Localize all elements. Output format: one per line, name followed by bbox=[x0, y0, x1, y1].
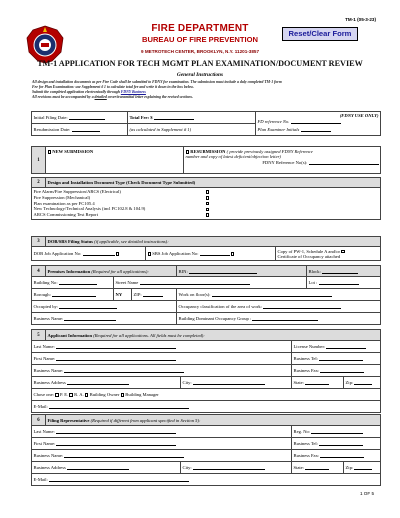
sbs-job-application-field[interactable]: SBS Job Application No: bbox=[146, 247, 276, 261]
section-1-submission-type bbox=[31, 146, 381, 174]
rep-business-address-field[interactable]: Business Address bbox=[32, 462, 181, 474]
rep-last-name-field[interactable]: Last Name: bbox=[32, 426, 292, 438]
building-manager-checkbox[interactable] bbox=[121, 393, 125, 397]
reg-no-field[interactable]: Reg. No: bbox=[292, 426, 381, 438]
dominant-occupancy-group-field[interactable]: Building Dominant Occupancy Group : bbox=[177, 313, 381, 325]
dob-checkbox[interactable] bbox=[116, 252, 120, 256]
section-5-title: Applicant Information (Required for all applications. All fields must be completed): bbox=[46, 330, 381, 341]
ra-checkbox[interactable] bbox=[69, 393, 73, 397]
work-on-floors-field[interactable]: Work on floor(s): bbox=[177, 289, 381, 301]
rep-business-name-field[interactable]: Business Name: bbox=[32, 450, 292, 462]
occupancy-classification-field[interactable]: Occupancy classification of the area of work: bbox=[177, 301, 381, 313]
street-name-field[interactable]: Street Name bbox=[114, 277, 307, 289]
rep-state-field[interactable]: State: bbox=[292, 462, 344, 474]
pw1-checkbox[interactable] bbox=[231, 252, 235, 256]
zip-field[interactable]: ZIP: bbox=[132, 289, 177, 301]
applicant-zip-field[interactable]: Zip: bbox=[344, 377, 381, 389]
general-instructions-heading: General Instructions bbox=[176, 72, 224, 78]
state-ny: NY bbox=[114, 289, 132, 301]
section-4-title: Premises Information (Required for all applications): bbox=[46, 266, 177, 277]
section-number: 3 bbox=[32, 237, 46, 247]
form-number: TM-1 (05-3-23) bbox=[345, 17, 376, 22]
resubmission-date-field[interactable]: Resubmission Date: bbox=[32, 124, 128, 136]
section-number: 4 bbox=[32, 266, 46, 277]
resubmission-option[interactable]: RESUBMISSION ( provide previously assigned FDNY Reference number and copy of latest deficient/objection letter) FDNY Reference No(s): bbox=[184, 147, 381, 174]
pw1-co-attached: Copy of PW-1, Schedule A and/or Certificate of Occupancy attached bbox=[276, 247, 381, 261]
rep-email-field[interactable]: E-Mail: bbox=[32, 474, 381, 486]
section-4-premises-info bbox=[31, 265, 381, 325]
borough-field[interactable]: Borough: bbox=[32, 289, 114, 301]
section-6-filing-representative bbox=[31, 414, 381, 486]
instruction-line-1: All design and installation documents as per Fire Code shall be submitted to FDNY for examination. The submission must include a duly completed TM-1 form bbox=[32, 80, 282, 84]
form-title: TM-1 APPLICATION FOR TECH MGMT PLAN EXAMINATION/DOCUMENT REVIEW bbox=[37, 59, 363, 68]
rep-business-tel-field[interactable]: Business Tel: bbox=[292, 438, 381, 450]
section-6-title: Filing Representative (Required if different from applicant specified in Section 5): bbox=[46, 415, 381, 426]
applicant-first-name-field[interactable]: First Name: bbox=[32, 353, 292, 365]
fee-note: (as calculated in Supplement # 1) bbox=[128, 124, 256, 136]
section-5-applicant-info bbox=[31, 329, 381, 413]
section-3-title: DOB/SBS Filing Status (if applicable, see detailed instructions): bbox=[46, 237, 381, 247]
applicant-state-field[interactable]: State: bbox=[292, 377, 344, 389]
section-2-document-type bbox=[31, 177, 381, 220]
rep-business-fax-field[interactable]: Business Fax: bbox=[292, 450, 381, 462]
business-tel-field[interactable]: Business Tel: bbox=[292, 353, 381, 365]
doc-type-mechanical[interactable]: Fire Suppression (Mechanical) bbox=[34, 195, 379, 201]
premises-business-name-field[interactable]: Business Name: bbox=[32, 313, 177, 325]
bin-field[interactable]: BIN: bbox=[177, 266, 307, 277]
license-number-field[interactable]: License Number: bbox=[292, 341, 381, 353]
section-2-title: Design and Installation Document Type (Check Document Type Submitted) bbox=[46, 178, 381, 188]
building-no-field[interactable]: Building No: bbox=[32, 277, 114, 289]
department-address: 9 METROTECH CENTER, BROOKLYN, N.Y. 11201-3857 bbox=[140, 49, 260, 54]
initial-filing-date-field[interactable]: Initial Filing Date: bbox=[32, 112, 128, 124]
section-number: 1 bbox=[32, 147, 46, 174]
doc-type-checkbox[interactable] bbox=[206, 190, 210, 194]
dob-job-application-field[interactable]: DOB Job Application No: bbox=[32, 247, 146, 261]
pe-checkbox[interactable] bbox=[55, 393, 59, 397]
rep-first-name-field[interactable]: First Name: bbox=[32, 438, 292, 450]
instruction-line-3: Submit the completed application electronically through FDNY Business bbox=[32, 90, 146, 94]
occupied-by-field[interactable]: Occupied by: bbox=[32, 301, 177, 313]
instruction-line-4: All revisions must be accompanied by a detailed cover/transmittal letter explaining the revised sections. bbox=[32, 95, 193, 99]
section-number: 6 bbox=[32, 415, 46, 426]
reset-clear-form-button[interactable]: Reset/Clear Form bbox=[282, 27, 358, 41]
doc-type-electrical[interactable]: Fire Alarm/Fire Suppression/ARCS (Electrical) bbox=[34, 189, 379, 195]
instruction-line-2: Fee for Plan Examination: use Supplement # 1 to calculate total fee and write it down in the box below. bbox=[32, 85, 194, 89]
building-owner-checkbox[interactable] bbox=[85, 393, 89, 397]
fee-and-filing-table bbox=[31, 111, 381, 136]
doc-type-arcs-test[interactable]: ARCS Commissioning Test Report bbox=[34, 212, 379, 218]
applicant-city-field[interactable]: City: bbox=[181, 377, 292, 389]
resubmission-checkbox[interactable] bbox=[186, 150, 190, 154]
new-submission-option[interactable]: NEW SUBMISSION bbox=[46, 147, 184, 174]
page-number: 1 OF 5 bbox=[359, 491, 374, 496]
applicant-last-name-field[interactable]: Last Name: bbox=[32, 341, 292, 353]
applicant-business-address-field[interactable]: Business Address bbox=[32, 377, 181, 389]
doc-type-checkbox[interactable] bbox=[206, 208, 210, 212]
applicant-business-name-field[interactable]: Business Name: bbox=[32, 365, 292, 377]
applicant-type-choice: Chose one: P. E. R. A. Building Owner Building Manager bbox=[32, 389, 381, 401]
applicant-email-field[interactable]: E-Mail: bbox=[32, 401, 381, 413]
section-number: 5 bbox=[32, 330, 46, 341]
sbs-checkbox[interactable] bbox=[148, 252, 152, 256]
rep-zip-field[interactable]: Zip: bbox=[344, 462, 381, 474]
doc-type-new-technology[interactable]: New Technology/Technical Analysis (incl FC102.8 & 104.9) bbox=[34, 206, 379, 212]
section-3-dob-sbs-status bbox=[31, 236, 381, 261]
doc-type-checkbox[interactable] bbox=[206, 196, 210, 200]
document-type-list bbox=[32, 188, 381, 220]
total-fee-field[interactable]: Total Fee: $ bbox=[128, 112, 256, 124]
bureau-name: BUREAU OF FIRE PREVENTION bbox=[141, 35, 259, 44]
doc-type-checkbox[interactable] bbox=[206, 213, 210, 217]
doc-type-checkbox[interactable] bbox=[206, 202, 210, 206]
rep-city-field[interactable]: City: bbox=[181, 462, 292, 474]
lot-field[interactable]: Lot : bbox=[307, 277, 381, 289]
business-fax-field[interactable]: Business Fax: bbox=[292, 365, 381, 377]
fdny-business-link[interactable]: FDNY Business bbox=[120, 90, 146, 94]
section-number: 2 bbox=[32, 178, 46, 188]
doc-type-fc1054[interactable]: Plan examination as per FC105.4 bbox=[34, 201, 379, 207]
co-checkbox[interactable] bbox=[341, 250, 345, 254]
fdny-use-only-box: (FDNY USE ONLY) FD reference No. Plan Examiner Initials bbox=[256, 112, 381, 136]
block-field[interactable]: Block: bbox=[307, 266, 381, 277]
department-name: FIRE DEPARTMENT bbox=[151, 23, 249, 34]
new-submission-checkbox[interactable] bbox=[48, 150, 52, 154]
